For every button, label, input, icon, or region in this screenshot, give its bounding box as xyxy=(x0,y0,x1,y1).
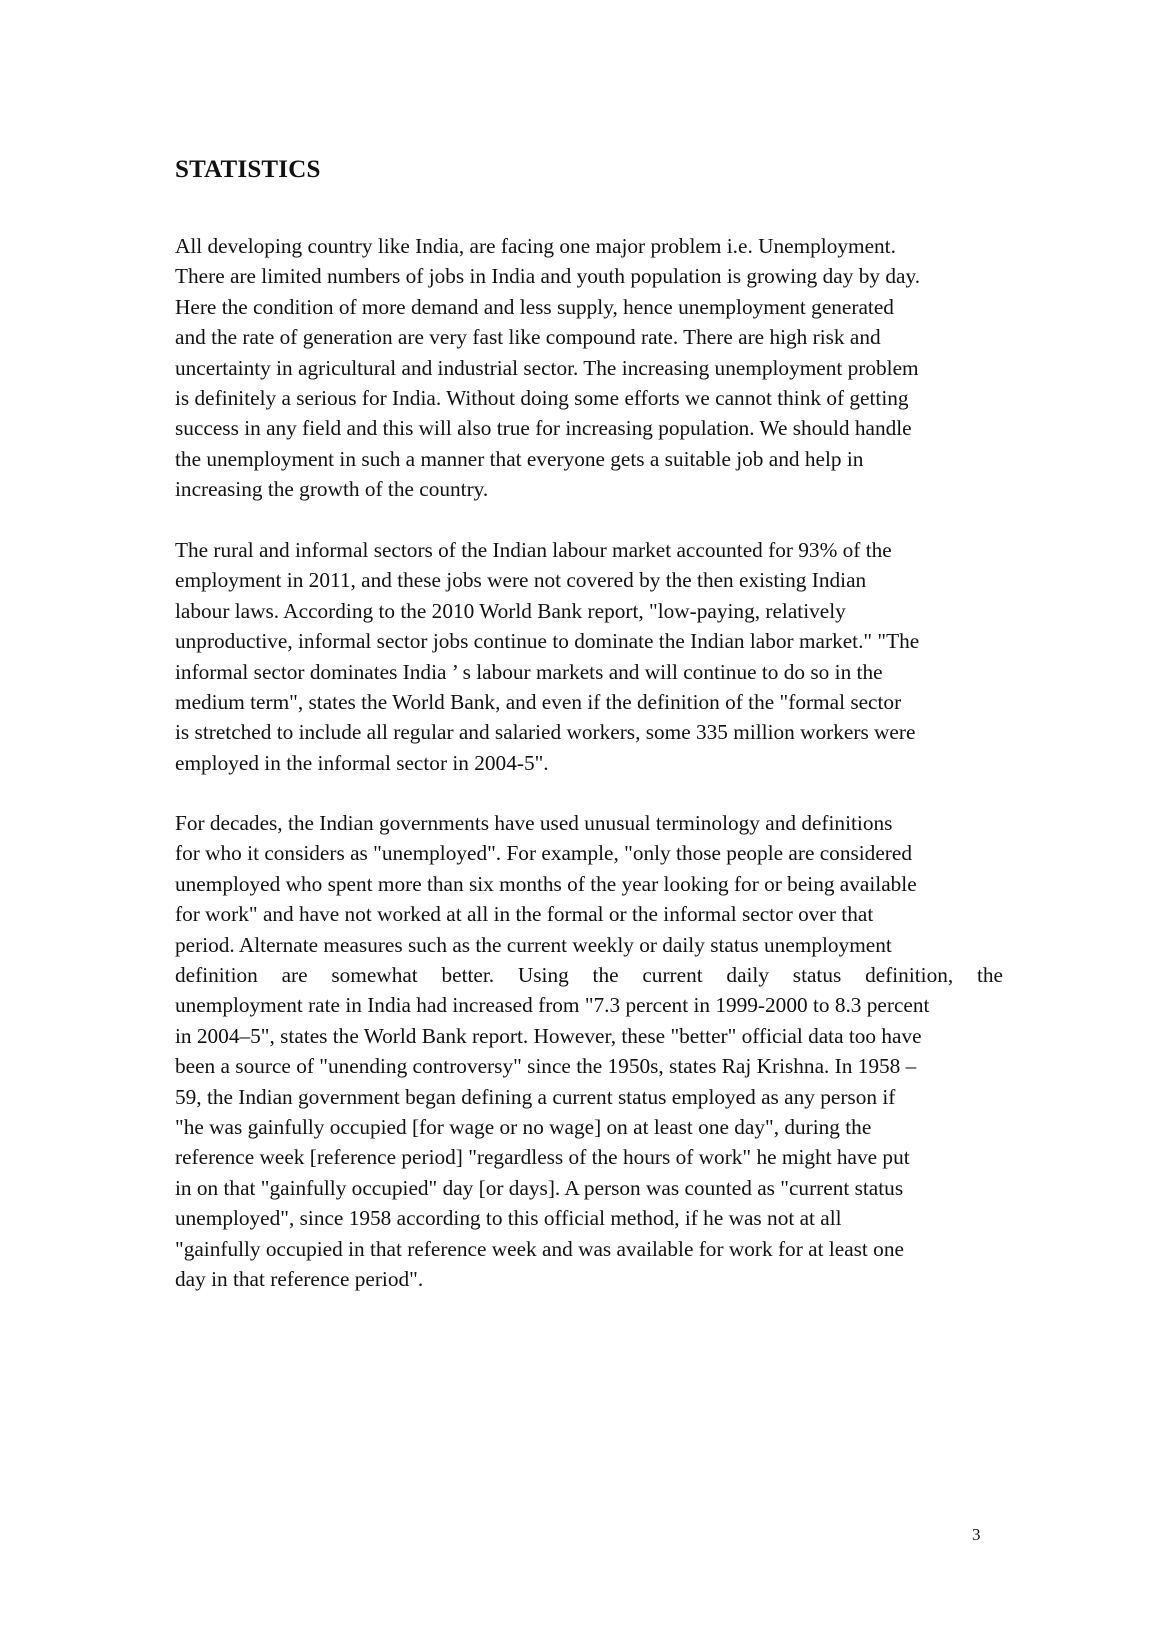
text-line: medium term", states the World Bank, and even if the definition of the "formal sector xyxy=(175,690,902,715)
text-line: in on that "gainfully occupied" day [or days]. A person was counted as "current status xyxy=(175,1175,904,1200)
text-line: day in that reference period". xyxy=(175,1267,424,1292)
text-line: unemployed", since 1958 according to this official method, if he was not at all xyxy=(175,1206,842,1231)
text-line: employment in 2011, and these jobs were not covered by the then existing Indian xyxy=(175,568,867,593)
text-line: the unemployment in such a manner that everyone gets a suitable job and help in xyxy=(175,446,864,471)
text-line: "he was gainfully occupied [for wage or no wage] on at least one day", during the xyxy=(175,1115,872,1140)
text-line: in 2004–5", states the World Bank report. However, these "better" official data too have xyxy=(175,1023,922,1048)
text-line: is stretched to include all regular and salaried workers, some 335 million workers were xyxy=(175,720,916,745)
paragraph-informal-sector xyxy=(175,535,1003,778)
text-line: period. Alternate measures such as the current weekly or daily status unemployment xyxy=(175,932,892,957)
text-line: unemployed who spent more than six months of the year looking for or being available xyxy=(175,871,917,896)
text-line: for work" and have not worked at all in the formal or the informal sector over that xyxy=(175,902,874,927)
page-title: STATISTICS xyxy=(175,156,321,183)
text-line: The rural and informal sectors of the Indian labour market accounted for 93% of the xyxy=(175,538,892,562)
text-line: For decades, the Indian governments have used unusual terminology and definitions xyxy=(175,811,893,835)
text-line: Here the condition of more demand and less supply, hence unemployment generated xyxy=(175,294,894,319)
text-line: unproductive, informal sector jobs continue to dominate the Indian labor market." "The xyxy=(175,629,920,654)
text-line: There are limited numbers of jobs in India and youth population is growing day by day. xyxy=(175,264,921,289)
text-line: All developing country like India, are facing one major problem i.e. Unemployment. xyxy=(175,234,896,258)
text-line: 59, the Indian government began defining a current status employed as any person if xyxy=(175,1084,896,1109)
text-line: "gainfully occupied in that reference week and was available for work for at least one xyxy=(175,1236,904,1261)
text-line: labour laws. According to the 2010 World Bank report, "low-paying, relatively xyxy=(175,598,846,623)
text-line: for who it considers as "unemployed". For example, "only those people are considered xyxy=(175,841,912,866)
text-line: informal sector dominates India ’ s labour markets and will continue to do so in the xyxy=(175,659,883,684)
text-line: success in any field and this will also true for increasing population. We should handle xyxy=(175,416,912,441)
text-line: and the rate of generation are very fast like compound rate. There are high risk and xyxy=(175,325,881,350)
text-line: been a source of "unending controversy" since the 1950s, states Raj Krishna. In 1958 – xyxy=(175,1054,917,1079)
text-line: reference week [reference period] "regardless of the hours of work" he might have put xyxy=(175,1145,910,1170)
text-line: unemployment rate in India had increased from "7.3 percent in 1999-2000 to 8.3 percent xyxy=(175,993,930,1018)
text-line: uncertainty in agricultural and industrial sector. The increasing unemployment problem xyxy=(175,355,919,380)
text-line: definition are somewhat better. Using the current daily status definition, the xyxy=(175,963,1003,988)
text-line: is definitely a serious for India. Without doing some efforts we cannot think of getting xyxy=(175,386,909,411)
paragraph-unemployment-overview xyxy=(175,231,1003,505)
text-line: employed in the informal sector in 2004-5". xyxy=(175,750,549,775)
text-line: increasing the growth of the country. xyxy=(175,477,489,502)
page-number: 3 xyxy=(972,1525,981,1544)
paragraph-unemployment-definitions xyxy=(175,808,1003,1294)
